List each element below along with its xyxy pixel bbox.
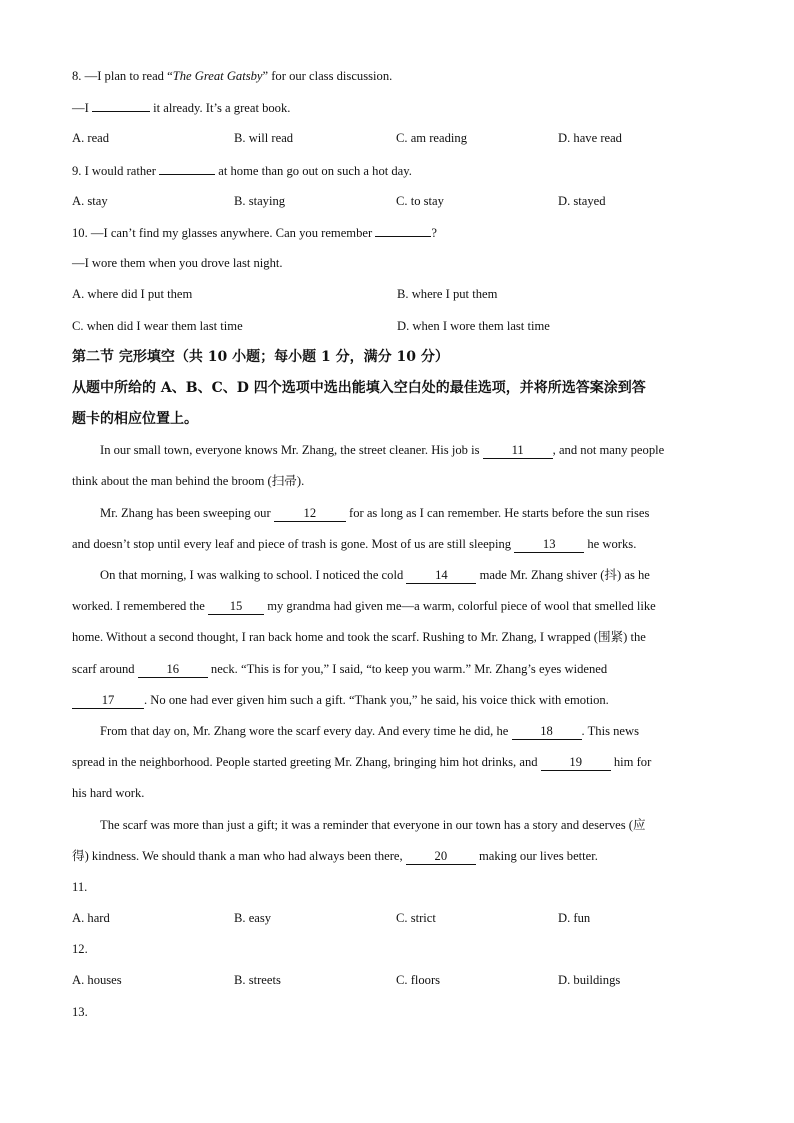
passage-line: worked. I remembered the 15 my grandma had given me—a warm, colorful piece of wool that smelled like bbox=[72, 599, 656, 614]
passage-line: scarf around 16 neck. “This is for you,” I said, “to keep you warm.” Mr. Zhang’s eyes widened bbox=[72, 661, 608, 676]
q9-option-c[interactable]: C. to stay bbox=[396, 193, 444, 208]
blank-20: 20 bbox=[406, 848, 476, 865]
blank-17: 17 bbox=[72, 692, 144, 709]
passage-line: Mr. Zhang has been sweeping our 12 for as long as I can remember. He starts before the sun rises bbox=[100, 505, 650, 520]
q10-option-b[interactable]: B. where I put them bbox=[397, 287, 498, 302]
passage-line: his hard work. bbox=[72, 786, 145, 801]
passage-line: On that morning, I was walking to school. I noticed the cold 14 made Mr. Zhang shiver (抖) as he bbox=[100, 568, 650, 582]
section-title: 第二节 完形填空（共 10 小题；每小题 1 分，满分 10 分） bbox=[72, 348, 449, 365]
q8-option-a[interactable]: A. read bbox=[72, 131, 110, 146]
passage-line: home. Without a second thought, I ran back home and took the scarf. Rushing to Mr. Zhang, I wrapped (围紧) the bbox=[72, 630, 646, 645]
q8-stem: 8. —I plan to read “The Great Gatsby” for our class discussion. bbox=[72, 69, 393, 83]
blank-14: 14 bbox=[406, 567, 476, 584]
section-instruction-line1: 从题中所给的 A、B、C、D 四个选项中选出能填入空白处的最佳选项，并将所选答案涂到答 bbox=[72, 379, 646, 396]
q11-option-c[interactable]: C. strict bbox=[396, 911, 436, 926]
q11-option-b[interactable]: B. easy bbox=[234, 911, 272, 926]
q12-number: 12. bbox=[72, 942, 88, 957]
q10-option-d[interactable]: D. when I wore them last time bbox=[397, 318, 550, 333]
passage-line: In our small town, everyone knows Mr. Zhang, the street cleaner. His job is 11 , and not many people bbox=[100, 443, 665, 458]
q11-option-a[interactable]: A. hard bbox=[72, 911, 110, 926]
passage-line: spread in the neighborhood. People started greeting Mr. Zhang, bringing him hot drinks, and 19 him for bbox=[72, 755, 652, 770]
blank-19: 19 bbox=[541, 754, 611, 771]
q9-stem: 9. I would rather at home than go out on such a hot day. bbox=[72, 160, 724, 191]
q12-option-d[interactable]: D. buildings bbox=[558, 973, 621, 988]
q11-number: 11. bbox=[72, 879, 88, 894]
q8-option-d[interactable]: D. have read bbox=[558, 131, 622, 146]
passage-line: and doesn’t stop until every leaf and piece of trash is gone. Most of us are still sleeping 13 he works. bbox=[72, 536, 637, 551]
q12-option-a[interactable]: A. houses bbox=[72, 973, 122, 988]
q8-option-c[interactable]: C. am reading bbox=[396, 131, 467, 146]
q12-option-b[interactable]: B. streets bbox=[234, 973, 281, 988]
passage-line: think about the man behind the broom (扫帚). bbox=[72, 474, 305, 489]
q8-reply: —I it already. It’s a great book. bbox=[72, 97, 724, 128]
q9-option-a[interactable]: A. stay bbox=[72, 193, 108, 208]
blank-15: 15 bbox=[208, 598, 264, 615]
q9-blank bbox=[159, 160, 215, 175]
q9-options bbox=[72, 191, 724, 222]
passage-line: The scarf was more than just a gift; it was a reminder that everyone in our town has a story and deserves (应 bbox=[100, 817, 646, 832]
q11-option-d[interactable]: D. fun bbox=[558, 911, 591, 926]
blank-16: 16 bbox=[138, 661, 208, 678]
q8-option-b[interactable]: B. will read bbox=[234, 131, 294, 146]
section-instruction-line2: 题卡的相应位置上。 bbox=[72, 411, 198, 428]
q10-options-row1 bbox=[72, 284, 724, 315]
q8-book-title: The Great Gatsby bbox=[172, 69, 263, 83]
q8-options bbox=[72, 128, 724, 159]
q10-blank bbox=[375, 222, 431, 237]
blank-12: 12 bbox=[274, 505, 346, 522]
passage-line: From that day on, Mr. Zhang wore the scarf every day. And every time he did, he 18 . This news bbox=[100, 723, 640, 738]
q8-blank bbox=[92, 97, 150, 112]
q10-options-row2 bbox=[72, 316, 724, 347]
q10-option-a[interactable]: A. where did I put them bbox=[72, 287, 193, 302]
q10-reply: —I wore them when you drove last night. bbox=[72, 256, 283, 271]
blank-18: 18 bbox=[512, 723, 582, 740]
q9-option-d[interactable]: D. stayed bbox=[558, 193, 606, 208]
blank-13: 13 bbox=[514, 536, 584, 553]
blank-11: 11 bbox=[483, 442, 553, 459]
q10-option-c[interactable]: C. when did I wear them last time bbox=[72, 318, 243, 333]
passage-line: 17 . No one had ever given him such a gift. “Thank you,” he said, his voice thick with emotion. bbox=[72, 690, 724, 721]
q13-number: 13. bbox=[72, 1004, 88, 1019]
q12-options bbox=[72, 970, 724, 1001]
passage-line: 得) kindness. We should thank a man who had always been there, 20 making our lives better. bbox=[72, 848, 598, 863]
q12-option-c[interactable]: C. floors bbox=[396, 973, 441, 988]
exam-page bbox=[72, 66, 724, 1033]
q9-option-b[interactable]: B. staying bbox=[234, 193, 286, 208]
q11-options bbox=[72, 908, 724, 939]
q10-stem: 10. —I can’t find my glasses anywhere. Can you remember ? bbox=[72, 222, 724, 253]
